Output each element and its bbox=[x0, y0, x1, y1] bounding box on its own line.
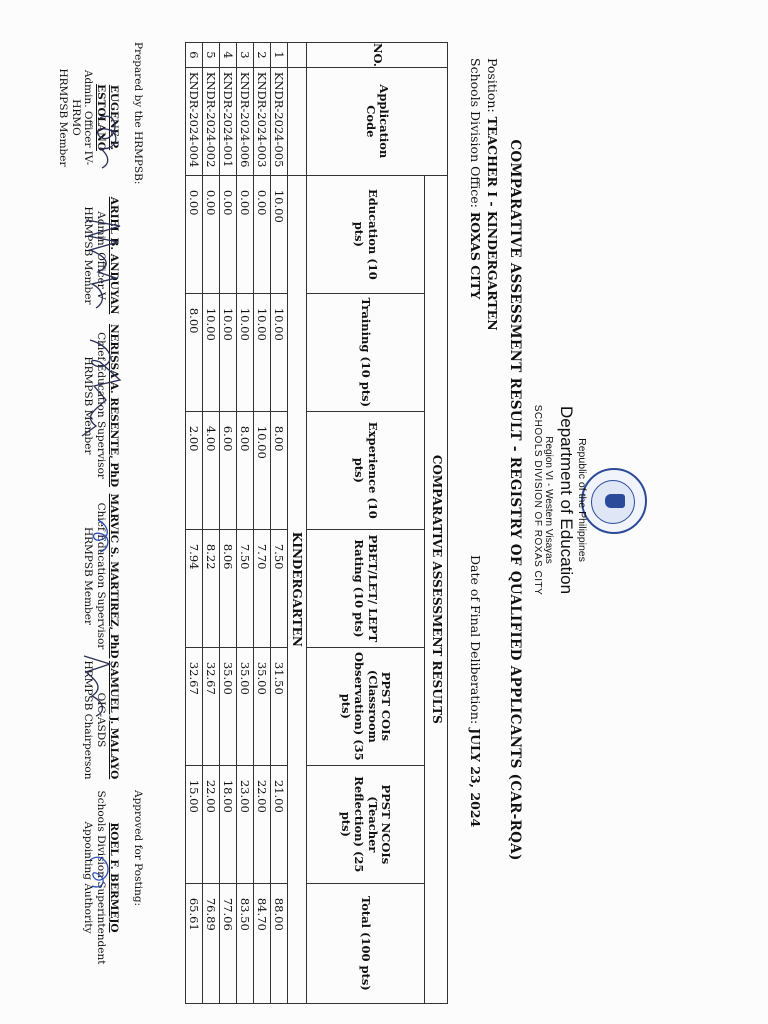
cell-education: 0.00 bbox=[203, 175, 220, 293]
header-no: NO. bbox=[307, 43, 448, 68]
cell-training: 10.00 bbox=[220, 293, 237, 411]
approved-label: Approved for Posting: bbox=[132, 790, 144, 907]
sdo-line bbox=[468, 58, 483, 299]
deped-seal-icon bbox=[581, 468, 647, 534]
cell-no: 4 bbox=[220, 43, 237, 68]
cell-education: 0.00 bbox=[220, 175, 237, 293]
cell-total: 65.61 bbox=[186, 883, 203, 1003]
signatory-name: ARIEL B. ANDUYAN bbox=[108, 196, 120, 315]
signatory-title: Admin. Officer IV- bbox=[82, 69, 95, 166]
cell-training: 10.00 bbox=[203, 293, 220, 411]
position-label: Position: bbox=[485, 58, 500, 113]
signatory-title: Admin. Officer V bbox=[95, 211, 108, 300]
header-total: Total (100 pts) bbox=[307, 883, 425, 1003]
cell-code: KNDR-2024-002 bbox=[203, 67, 220, 175]
cell-let: 7.94 bbox=[186, 529, 203, 647]
cell-experience: 10.00 bbox=[254, 411, 271, 529]
cell-total: 84.70 bbox=[254, 883, 271, 1003]
header-ppst-ncois: PPST NCOIs (Teacher Reflection) (25 pts) bbox=[307, 765, 425, 883]
position-line bbox=[485, 58, 500, 331]
signatory-title: Chief Education Supervisor bbox=[95, 502, 108, 650]
cell-let: 7.50 bbox=[271, 529, 288, 647]
cell-total: 83.50 bbox=[237, 883, 254, 1003]
cell-cois: 35.00 bbox=[254, 647, 271, 765]
table-row bbox=[186, 43, 203, 1004]
approver-name: ROEL F. BERMEJO bbox=[108, 822, 120, 933]
category-kindergarten: KINDERGARTEN bbox=[288, 175, 307, 1003]
cell-cois: 35.00 bbox=[237, 647, 254, 765]
header-ppst-cois: PPST COIs (Classroom Observation) (35 pts) bbox=[307, 647, 425, 765]
signature-resente bbox=[82, 340, 120, 436]
cell-let: 7.70 bbox=[254, 529, 271, 647]
cell-ncois: 18.00 bbox=[220, 765, 237, 883]
signatory-name: MARVIC S. MARTIREZ, PhD bbox=[108, 493, 120, 659]
header-let-rating: PBET/LET/ LEPT Rating (10 pts) bbox=[307, 529, 425, 647]
cell-no: 2 bbox=[254, 43, 271, 68]
cell-let: 8.06 bbox=[220, 529, 237, 647]
header-education: Education (10 pts) bbox=[307, 175, 425, 293]
cell-training: 10.00 bbox=[237, 293, 254, 411]
cell-cois: 35.00 bbox=[220, 647, 237, 765]
cell-ncois: 22.00 bbox=[254, 765, 271, 883]
signatory-title2: HRMO bbox=[69, 99, 82, 136]
cell-experience: 4.00 bbox=[203, 411, 220, 529]
document-title: COMPARATIVE ASSESSMENT RESULT - REGISTRY OF QUALIFIED APPLICANTS (CAR-RQA) bbox=[507, 139, 523, 861]
cell-let: 8.22 bbox=[203, 529, 220, 647]
header-application-code: Application Code bbox=[307, 67, 448, 175]
table-row bbox=[254, 43, 271, 1004]
handwritten-signatures bbox=[30, 40, 140, 1000]
cell-education: 0.00 bbox=[237, 175, 254, 293]
signatory-name: SAMUEL J. MALAYO bbox=[108, 660, 120, 780]
approver-title: Schools Division Superintendent bbox=[95, 790, 108, 965]
deliberation-date-line bbox=[468, 555, 483, 827]
cell-education: 10.00 bbox=[271, 175, 288, 293]
date-value: JULY 23, 2024 bbox=[468, 728, 483, 828]
signatory-role: HRMPSB Member bbox=[82, 526, 95, 625]
signatory-name: EUGENE P. ESTOLANO bbox=[95, 84, 120, 151]
table-row bbox=[220, 43, 237, 1004]
date-label: Date of Final Deliberation: bbox=[468, 555, 483, 725]
republic-text: Republic of the Philippines bbox=[576, 438, 588, 562]
sdo-value: ROXAS CITY bbox=[468, 211, 483, 300]
position-value: TEACHER I - KINDERGARTEN bbox=[485, 116, 500, 331]
cell-total: 77.06 bbox=[220, 883, 237, 1003]
header-experience: Experience (10 pts) bbox=[307, 411, 425, 529]
cell-code: KNDR-2024-005 bbox=[271, 67, 288, 175]
cell-ncois: 22.00 bbox=[203, 765, 220, 883]
header-section-title: COMPARATIVE ASSESSMENT RESULTS bbox=[425, 175, 448, 1003]
region-text: Region VI - Western Visayas bbox=[543, 436, 554, 564]
signature-estolano bbox=[98, 116, 116, 168]
cell-cois: 31.50 bbox=[271, 647, 288, 765]
table-row bbox=[271, 43, 288, 1004]
cell-total: 88.00 bbox=[271, 883, 288, 1003]
signatory-role: HRMPSB Member bbox=[56, 68, 69, 167]
approver-role: Appointing Authority bbox=[82, 821, 95, 934]
header-training: Training (10 pts) bbox=[307, 293, 425, 411]
signature-malayo bbox=[84, 656, 110, 716]
results-table bbox=[185, 42, 448, 1004]
cell-total: 76.89 bbox=[203, 883, 220, 1003]
signatory-name: NERISSA A. RESENTE, PhD bbox=[108, 323, 120, 488]
cell-experience: 8.00 bbox=[237, 411, 254, 529]
cell-code: KNDR-2024-003 bbox=[254, 67, 271, 175]
cell-experience: 8.00 bbox=[271, 411, 288, 529]
cell-no: 6 bbox=[186, 43, 203, 68]
cell-cois: 32.67 bbox=[203, 647, 220, 765]
signatory-title: Chief Education Supervisor bbox=[95, 332, 108, 479]
cell-experience: 2.00 bbox=[186, 411, 203, 529]
signatory-role: HRMPSB Member bbox=[82, 206, 95, 305]
department-name: Department of Education bbox=[557, 405, 576, 595]
signatory-role: HRMPSB Chairperson bbox=[82, 660, 95, 780]
cell-training: 10.00 bbox=[254, 293, 271, 411]
cell-experience: 6.00 bbox=[220, 411, 237, 529]
cell-training: 10.00 bbox=[271, 293, 288, 411]
cell-cois: 32.67 bbox=[186, 647, 203, 765]
cell-ncois: 23.00 bbox=[237, 765, 254, 883]
cell-code: KNDR-2024-006 bbox=[237, 67, 254, 175]
cell-ncois: 15.00 bbox=[186, 765, 203, 883]
table-row bbox=[203, 43, 220, 1004]
prepared-label: Prepared by the HRMPSB: bbox=[132, 42, 144, 185]
cell-education: 0.00 bbox=[186, 175, 203, 293]
cell-code: KNDR-2024-004 bbox=[186, 67, 203, 175]
cell-ncois: 21.00 bbox=[271, 765, 288, 883]
cell-code: KNDR-2024-001 bbox=[220, 67, 237, 175]
cell-let: 7.50 bbox=[237, 529, 254, 647]
division-text: SCHOOLS DIVISION OF ROXAS CITY bbox=[532, 404, 543, 596]
cell-education: 0.00 bbox=[254, 175, 271, 293]
signature-bermejo bbox=[90, 857, 108, 887]
signature-martirez bbox=[94, 520, 108, 552]
cell-no: 3 bbox=[237, 43, 254, 68]
signatory-title: OIC-ASDS bbox=[95, 692, 108, 748]
cell-no: 5 bbox=[203, 43, 220, 68]
cell-training: 8.00 bbox=[186, 293, 203, 411]
signature-anduyan bbox=[86, 220, 120, 308]
cell-no: 1 bbox=[271, 43, 288, 68]
table-row bbox=[237, 43, 254, 1004]
signatory-role: HRMPSB Member bbox=[82, 356, 95, 455]
sdo-label: Schools Division Office: bbox=[468, 58, 483, 208]
